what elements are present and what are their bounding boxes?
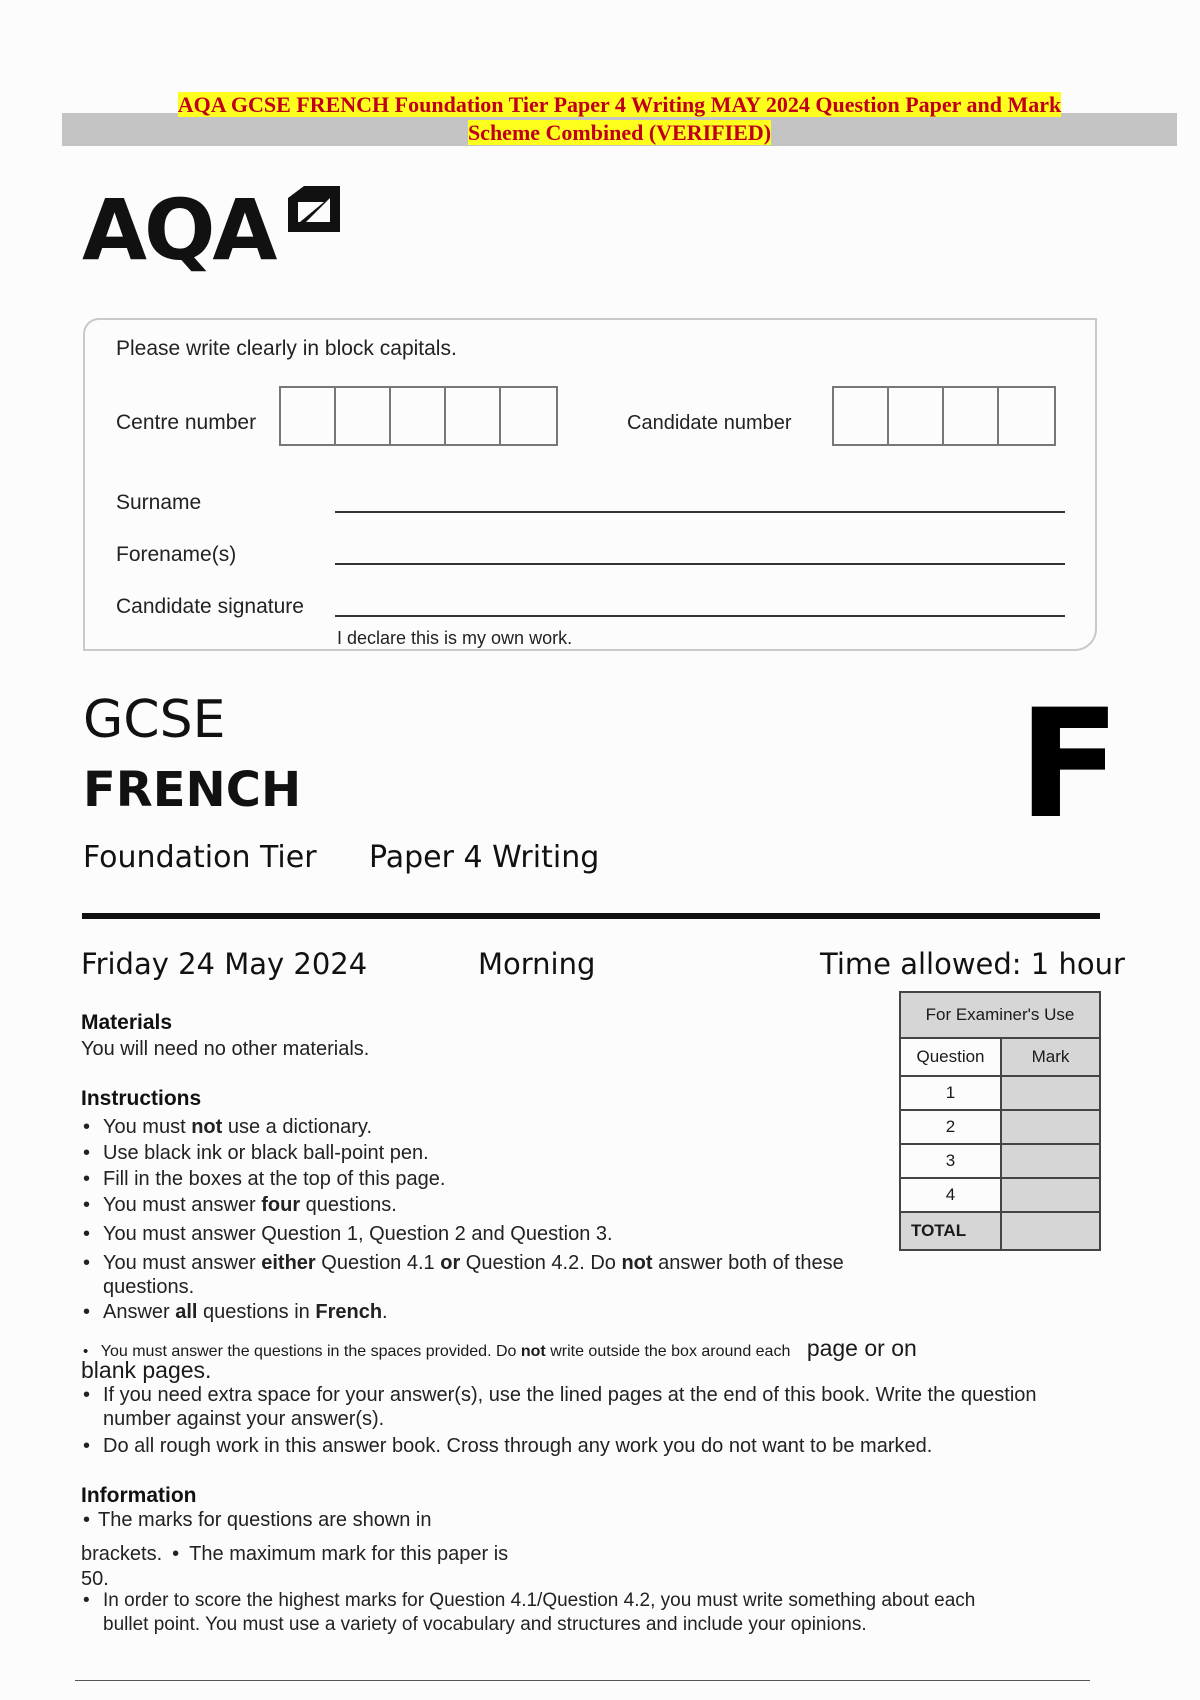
candidate-number-label: Candidate number (627, 412, 792, 434)
list-item: • You must not use a dictionary. (81, 1114, 871, 1140)
mark-cell (1001, 1076, 1100, 1110)
list-item: • You must answer either Question 4.1 or Question 4.2. Do not answer both of these questions. (81, 1251, 871, 1299)
question-number-cell: 1 (900, 1076, 1001, 1110)
examiner-table-title: For Examiner's Use (900, 992, 1100, 1038)
candidate-digit-box[interactable] (834, 388, 889, 444)
list-item: • Fill in the boxes at the top of this page. (81, 1166, 871, 1192)
signature-label: Candidate signature (116, 595, 304, 618)
forename-field[interactable] (335, 563, 1065, 565)
candidate-digit-box[interactable] (944, 388, 999, 444)
time-allowed: Time allowed: 1 hour (820, 947, 1125, 981)
candidate-digit-box[interactable] (999, 388, 1054, 444)
materials-heading: Materials (81, 1011, 173, 1034)
centre-digit-box[interactable] (501, 388, 556, 444)
centre-digit-box[interactable] (281, 388, 336, 444)
block-capitals-instruction: Please write clearly in block capitals. (116, 337, 457, 360)
centre-number-label: Centre number (116, 411, 257, 434)
list-item: • You must answer the questions in the spaces provided. Do not write outside the box around each page or on (83, 1335, 917, 1361)
surname-field[interactable] (335, 511, 1065, 513)
heading-divider (82, 913, 1100, 919)
instructions-heading: Instructions (81, 1087, 202, 1110)
information-item-2-continued: 50. (81, 1568, 109, 1590)
list-item: • You must answer Question 1, Question 2 and Question 3. (81, 1221, 871, 1247)
total-mark-cell (1001, 1212, 1100, 1250)
qualification-title: GCSE (83, 690, 226, 750)
list-item: • Answer all questions in French. (81, 1299, 871, 1325)
list-item: • You must answer four questions. (81, 1192, 871, 1218)
candidate-number-boxes[interactable] (832, 386, 1056, 446)
centre-digit-box[interactable] (336, 388, 391, 444)
footer-divider (75, 1680, 1090, 1681)
instruction-continuation: blank pages. (81, 1357, 212, 1383)
information-heading: Information (81, 1484, 197, 1507)
list-item: • Use black ink or black ball-point pen. (81, 1140, 871, 1166)
banner-line-1: AQA GCSE FRENCH Foundation Tier Paper 4 Writing MAY 2024 Question Paper and Mark (177, 92, 1062, 117)
mark-column-header: Mark (1001, 1038, 1100, 1076)
information-item-1: • The marks for questions are shown in (83, 1509, 432, 1531)
mark-cell (1001, 1110, 1100, 1144)
list-item: • Do all rough work in this answer book. Cross through any work you do not want to be marked. (81, 1433, 1056, 1459)
subject-title: FRENCH (83, 762, 302, 818)
question-column-header: Question (900, 1038, 1001, 1076)
candidate-digit-box[interactable] (889, 388, 944, 444)
forename-label: Forename(s) (116, 543, 237, 566)
document-title-banner (62, 91, 1177, 147)
question-number-cell: 4 (900, 1178, 1001, 1212)
materials-text: You will need no other materials. (81, 1038, 370, 1060)
centre-number-boxes[interactable] (279, 386, 558, 446)
banner-line-2: Scheme Combined (VERIFIED) (467, 120, 772, 145)
information-item-2: brackets. • The maximum mark for this paper is (81, 1543, 509, 1565)
surname-label: Surname (116, 491, 202, 514)
aqa-logo-mark-icon (284, 182, 344, 236)
instructions-list (81, 1114, 871, 1325)
examiner-use-table (899, 991, 1101, 1251)
centre-digit-box[interactable] (391, 388, 446, 444)
paper-label: Paper 4 Writing (369, 840, 600, 875)
declaration-text: I declare this is my own work. (337, 628, 573, 648)
signature-field[interactable] (335, 615, 1065, 617)
information-list (81, 1589, 1001, 1637)
exam-date: Friday 24 May 2024 (81, 947, 368, 981)
list-item: • In order to score the highest marks for Question 4.1/Question 4.2, you must write something about each bullet point. You must use a variety of vocabulary and structures and include your opinions. (81, 1589, 1001, 1637)
mark-cell (1001, 1178, 1100, 1212)
instructions-list-continued (81, 1383, 1056, 1459)
question-number-cell: 2 (900, 1110, 1001, 1144)
total-label: TOTAL (900, 1212, 1001, 1250)
centre-digit-box[interactable] (446, 388, 501, 444)
question-number-cell: 3 (900, 1144, 1001, 1178)
tier-letter: F (1018, 678, 1121, 852)
aqa-logo-text: AQA (82, 181, 275, 279)
mark-cell (1001, 1144, 1100, 1178)
tier-label: Foundation Tier (83, 840, 317, 875)
exam-session: Morning (478, 947, 596, 981)
list-item: • If you need extra space for your answer(s), use the lined pages at the end of this book. Write the question number against your answer(s). (81, 1383, 1056, 1431)
aqa-logo (82, 181, 275, 279)
